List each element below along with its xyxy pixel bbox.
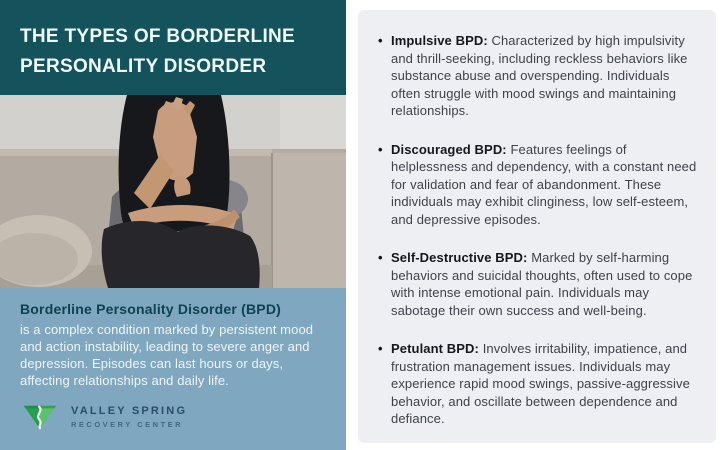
bullet-description: Involves irritability, impatience, and frustration management issues. Individuals may experience rapid mood swings, passive-aggressive behavior, and oscillate between dependence and defiance. [391, 341, 690, 426]
logo [20, 402, 326, 431]
list-item-self-destructive-bpd [378, 249, 702, 319]
bullet-term: Self-Destructive BPD: [391, 250, 528, 265]
bullet-description: Features feelings of helplessness and dependency, with a constant need for validation and fear of abandonment. These individuals may exhibit clinginess, low self-esteem, and depressive episodes. [391, 141, 697, 227]
photo-illustration [0, 95, 346, 288]
bullet-term: Petulant BPD: [391, 341, 479, 356]
bullet-description: Marked by self-harming behaviors and suicidal thoughts, often used to cope with intense emotional pain. Individuals may sabotage their own success and well-being. [391, 250, 693, 318]
summary-body: is a complex condition marked by persistent mood and action instability, leading to severe anger and depression. Episodes can last hours or days, affecting relationships and daily life. [20, 322, 314, 388]
logo-subtitle: RECOVERY CENTER [71, 419, 184, 429]
title-line-2: PERSONALITY DISORDER [20, 56, 267, 77]
bpd-types-panel [358, 10, 716, 443]
list-item-petulant-bpd [378, 340, 702, 428]
logo-text [71, 405, 187, 429]
photo-woman-covering-face [0, 95, 346, 288]
logo-name: VALLEY SPRING [71, 404, 188, 417]
title-line-1: THE TYPES OF BORDERLINE [20, 26, 296, 47]
person-legs [102, 221, 260, 288]
summary-heading: Borderline Personality Disorder (BPD) [20, 301, 282, 317]
bullet-term: Impulsive BPD: [391, 33, 488, 48]
bullet-term: Discouraged BPD: [391, 141, 507, 157]
page-title [20, 22, 328, 82]
bpd-types-list [378, 32, 702, 428]
left-column [0, 0, 346, 450]
bullet-description: Characterized by high impulsivity and thrill-seeking, including reckless behaviors like substance abuse and overspending. Individuals often struggle with mood swings and maintaining relationships. [391, 33, 688, 118]
valley-spring-logo-icon [22, 402, 58, 431]
list-item-discouraged-bpd [378, 141, 702, 229]
list-item-impulsive-bpd [378, 32, 702, 120]
summary-box [0, 288, 346, 450]
title-block [0, 0, 346, 95]
